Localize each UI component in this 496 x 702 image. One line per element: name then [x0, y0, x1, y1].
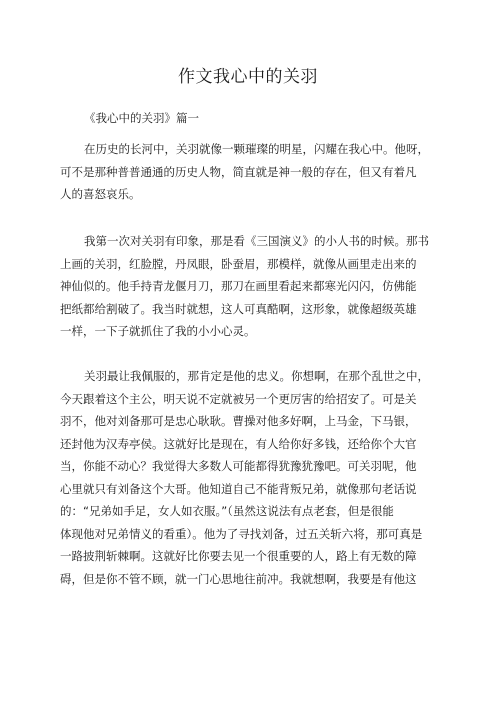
- paragraph-line: 我第一次对关羽有印象，那是看《三国演义》的小人书的时候。那书: [84, 234, 429, 248]
- paragraph-line: 的：“兄弟如手足，女人如衣服。”（虽然这说法有点老套，但是很能: [60, 504, 394, 518]
- paragraph-line: 羽不，他对刘备那可是忠心耿耿。曹操对他多好啊，上马金，下马银，: [60, 414, 417, 428]
- paragraph-line: 上画的关羽，红脸膛，丹凤眼，卧蚕眉，那模样，就像从画里走出来的: [60, 256, 417, 271]
- paragraph-line: 人的喜怒哀乐。: [60, 187, 141, 201]
- document-title: 作文我心中的关羽: [178, 67, 318, 87]
- paragraph-line: 在历史的长河中，关羽就像一颗璀璨的明星，闪耀在我心中。他呀，: [84, 142, 429, 156]
- paragraph-line: 当，你能不动心？我觉得大多数人可能都得犹豫犹豫吧。可关羽呢，他: [60, 459, 417, 473]
- paragraph-3: [60, 365, 440, 590]
- paragraph-2: [60, 230, 440, 343]
- paragraph-line: 关羽最让我佩服的，那肯定是他的忠义。你想啊，在那个乱世之中，: [84, 369, 429, 383]
- paragraph-1: [60, 138, 440, 206]
- paragraph-line: 今天跟着这个主公，明天说不定就被另一个更厉害的给招安了。可是关: [60, 391, 417, 406]
- paragraph-line: 可不是那种普普通通的历史人物，简直就是神一般的存在，但又有着凡: [60, 164, 417, 179]
- paragraph-line: 神仙似的。他手持青龙偃月刀，那刀在画里看起来都寒光闪闪，仿佛能: [60, 279, 417, 293]
- paragraph-line: 把纸都给割破了。我当时就想，这人可真酷啊，这形象，就像超级英雄: [60, 301, 417, 316]
- paragraph-line: 心里就只有刘备这个大哥。他知道自己不能背叛兄弟，就像那句老话说: [60, 481, 417, 496]
- section-subtitle: 《我心中的关羽》篇一: [84, 111, 199, 125]
- paragraph-line: 体现他对兄弟情义的看重）。他为了寻找刘备，过五关斩六将，那可真是: [60, 526, 423, 541]
- paragraph-line: 一样，一下子就抓住了我的小小心灵。: [60, 324, 256, 338]
- paragraph-line: 一路披荆斩棘啊。这就好比你要去见一个很重要的人，路上有无数的障: [60, 549, 417, 563]
- paragraph-line: 还封他为汉寿亭侯。这就好比是现在，有人给你好多钱，还给你个大官: [60, 436, 417, 451]
- paragraph-line: 碍，但是你不管不顾，就一门心思地往前冲。我就想啊，我要是有他这: [60, 571, 417, 586]
